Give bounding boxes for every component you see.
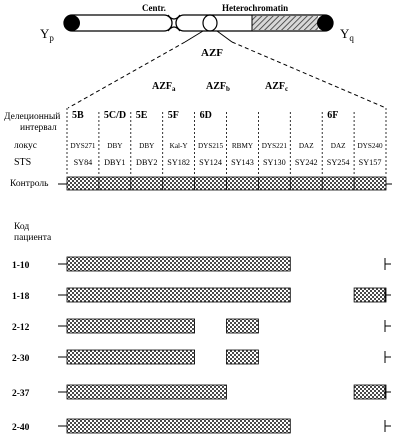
interval-label: 6D [199, 110, 212, 121]
sts-label: SY254 [326, 158, 350, 167]
interval-label: 6F [327, 110, 339, 121]
interval-label: 5C/D [103, 110, 127, 121]
patient-row [12, 350, 391, 364]
azfc-label: $AZF_c$ [265, 81, 289, 93]
patient-row [12, 257, 391, 271]
patient-code: 2-37 [12, 389, 30, 399]
present-segment [227, 319, 259, 333]
locus-label: DBY [139, 142, 155, 150]
present-segment [354, 288, 386, 302]
deletion-interval-label: Делеционный интервал [4, 112, 61, 133]
locus-label: DAZ [298, 142, 314, 150]
patient-row [12, 419, 391, 433]
azfa-label: $AZF_a$ [152, 81, 176, 93]
heterochromatin-label: Heterochromatin [222, 3, 289, 13]
patient-code: 2-12 [12, 323, 30, 333]
interval-label: 5F [167, 110, 179, 121]
heterochromatin-block [252, 16, 318, 30]
chromosome-ideogram [40, 3, 354, 43]
azf-label: AZF [201, 47, 223, 59]
locus-label: DYS271 [70, 142, 96, 150]
sts-label: STS [14, 157, 32, 168]
sts-label: SY124 [199, 158, 222, 167]
present-segment [67, 288, 290, 302]
sts-label: SY84 [73, 158, 93, 167]
patient-code: 2-40 [12, 423, 30, 433]
sts-label: SY157 [358, 158, 382, 167]
locus-label: DYS215 [197, 142, 224, 150]
sts-label: SY182 [167, 158, 191, 167]
azf-subregions [152, 81, 288, 93]
locus-label: RBMY [231, 142, 254, 150]
present-segment [67, 319, 195, 333]
locus-label: DBY [107, 142, 123, 150]
present-segment [67, 350, 195, 364]
chromosome-q-tip [317, 15, 333, 31]
azfb-label: $AZF_b$ [206, 81, 230, 93]
p-arm-label: $Y_p$ [40, 26, 54, 43]
locus-label: DYS240 [357, 142, 383, 150]
sts-label: DBY2 [136, 158, 158, 167]
present-segment [227, 350, 259, 364]
sts-label: DBY1 [104, 158, 126, 167]
interval-label: 5B [72, 110, 84, 121]
patient-row [12, 319, 391, 333]
patient-code: 1-18 [12, 292, 30, 302]
chromosome-p-tip [64, 15, 80, 31]
q-arm-label: $Y_q$ [340, 26, 354, 43]
present-segment [67, 385, 227, 399]
patient-rows [12, 257, 391, 433]
present-segment [354, 385, 386, 399]
locus-label: DAZ [330, 142, 346, 150]
chromosome-p-arm [64, 15, 172, 31]
interval-label: 5E [135, 110, 148, 121]
patient-code-label: Код пациента [14, 222, 52, 243]
control-label: Контроль [10, 179, 49, 189]
interval-labels [72, 110, 338, 121]
patient-code: 1-10 [12, 261, 30, 271]
sts-label: SY242 [294, 158, 318, 167]
present-segment [67, 419, 290, 433]
locus-label: Kal-Y [169, 142, 188, 150]
locus-label: DYS221 [261, 142, 287, 150]
sts-label: SY130 [262, 158, 286, 167]
present-segment [67, 257, 290, 271]
patient-row [12, 288, 391, 302]
patient-code: 2-30 [12, 354, 30, 364]
patient-row [12, 385, 391, 399]
centromere-label: Centr. [142, 3, 166, 13]
zoom-lines [68, 31, 386, 108]
sts-label: SY143 [231, 158, 254, 167]
row-labels [4, 111, 63, 243]
locus-label: локус [14, 141, 37, 151]
control-row [58, 177, 392, 190]
